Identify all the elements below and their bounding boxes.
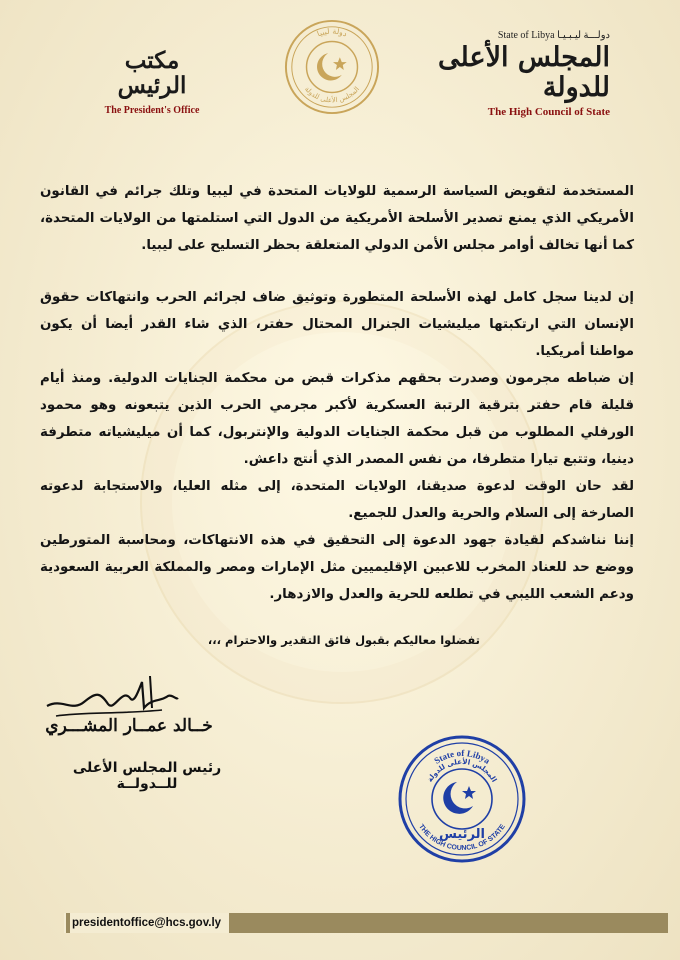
- office-name-english: The President's Office: [104, 104, 200, 116]
- stamp-top-text: State of Libya: [432, 747, 492, 766]
- top-seal-emblem: [283, 18, 381, 116]
- stamp-center-label: الرئيس: [439, 827, 485, 842]
- footer-accent: [66, 913, 70, 933]
- office-name-arabic: مكتب الرئيس: [117, 47, 187, 100]
- state-label: State of Libya دولـــة ليـبـيـا: [497, 30, 610, 41]
- council-letterhead: [420, 30, 610, 118]
- footer-email-text: presidentoffice@hcs.gov.ly: [72, 917, 222, 929]
- letter-body: [40, 178, 634, 608]
- paragraph-3: إن ضباطه مجرمون وصدرت بحقهم مذكرات قبض من محكمة الجنايات الدولية. ومنذ أيام قليلة قام حفتر بترقية الرتبة العسكرية لأكبر مجرمي الحرب الذين يتبعونه وهو محمود الورفلي المطلوب من قبل محكمة الجنايات الدولية والإنتربول، كما أن ميليشياته متطرفة دينيا، وتتبع تيارا متطرفا، من نفس المصدر الذي أنتج داعش.: [40, 371, 634, 467]
- signer-name: خــالد عمــار المشـــري: [45, 716, 213, 736]
- paragraph-4: لقد حان الوقت لدعوة صديقنا، الولايات المتحدة، إلى مثله العليا، والاستجابة لدعوته الصارخة إلى السلام والحرية والعدل للجميع.: [40, 479, 634, 521]
- council-name-english: The High Council of State: [487, 106, 610, 119]
- paragraph-2: إن لدينا سجل كامل لهذه الأسلحة المتطورة وتوثيق ضاف لجرائم الحرب وانتهاكات حقوق الإنسان التي ارتكبتها ميليشيات الجنرال المحتال حفتر، الذي شاء القدر أيضا أن يكون مواطنا أمريكيا.: [40, 290, 634, 359]
- council-name-arabic: المجلس الأعلى للدولة: [438, 42, 610, 103]
- official-stamp: [397, 734, 527, 864]
- paragraph-5: إننا نناشدكم لقيادة جهود الدعوة إلى التحقيق في هذه الانتهاكات، ومحاسبة المتورطين ووضع حد للعناد المخرب للاعبين الإقليميين مثل الإمارات ومصر والمملكة العربية السعودية ودعم الشعب الليبي في تطلعه للحرية والعدل والازدهار.: [40, 533, 634, 602]
- seal-bottom-text: المجلس الأعلى للدولة: [303, 85, 361, 105]
- stamp-bottom-text: THE HIGH COUNCIL OF STATE: [417, 823, 507, 853]
- stamp-arabic-arc: المجلس الأعلى للدولة: [425, 757, 499, 784]
- signer-title: رئيس المجلس الأعلى للــدولــة: [72, 760, 222, 792]
- seal-top-text: دولة ليبيا: [315, 26, 349, 39]
- closing-line: تفضلوا معاليكم بقبول فائق التقدير والاحترام ،،،: [207, 633, 480, 647]
- footer-email[interactable]: [64, 913, 229, 933]
- svg-text:دولة ليبيا: [316, 27, 349, 39]
- office-letterhead: [92, 48, 212, 116]
- paragraph-1: المستخدمة لتقويض السياسة الرسمية للولايات المتحدة في ليبيا وتلك جرائم في القانون الأمريكي الذي يمنع تصدير الأسلحة الأمريكية من الدول التي استلمتها من الولايات المتحدة، كما أنها تخالف أوامر مجلس الأمن الدولي المتعلقة بحظر التسليح على ليبيا.: [40, 184, 634, 253]
